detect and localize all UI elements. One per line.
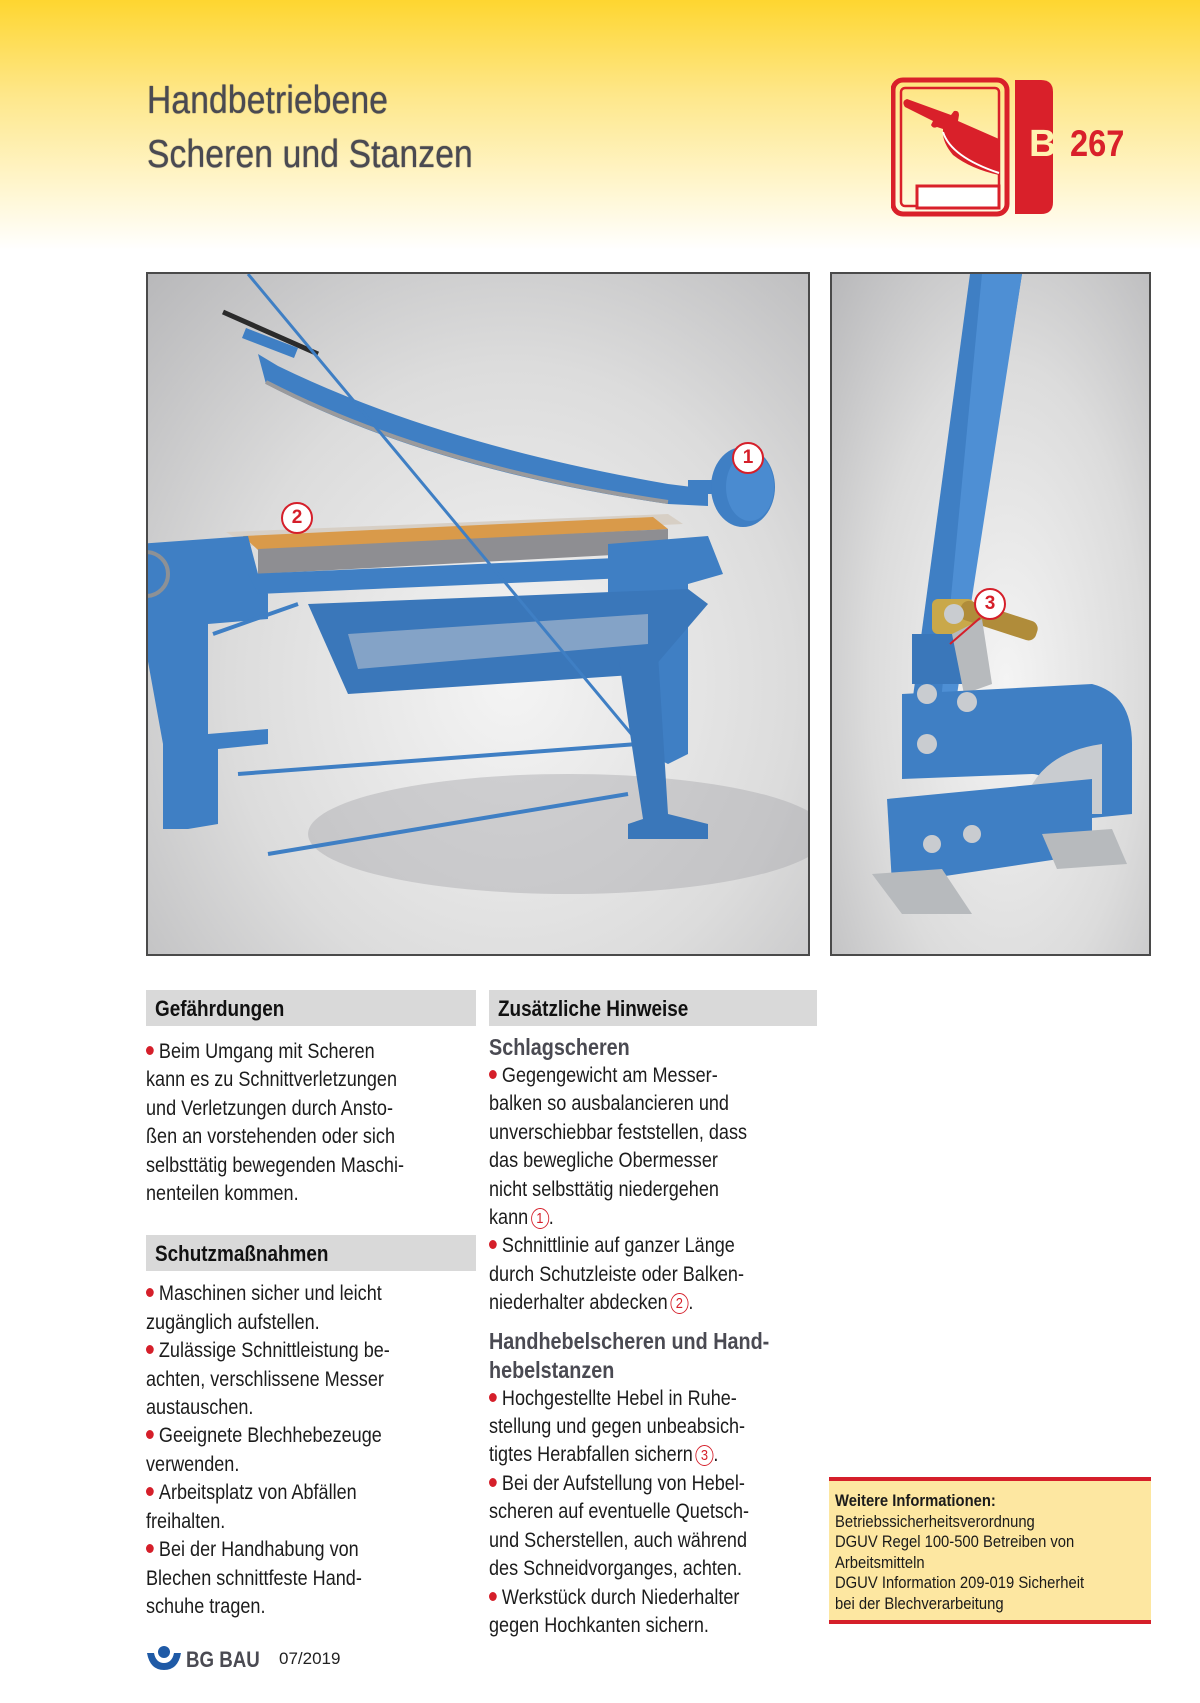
gefaehrdungen-list	[146, 1038, 470, 1208]
bullet-item: Maschinen sicher und leicht zugänglich aufstellen.	[146, 1282, 382, 1334]
info-reference: bei der Blechverarbeitung	[835, 1593, 1004, 1613]
bullet-icon	[146, 1487, 154, 1496]
bullet-item: Bei der Handhabung von Blechen schnittfeste Hand- schuhe tragen.	[146, 1538, 362, 1618]
column-middle	[489, 990, 811, 1640]
bullet-item: Schnittlinie auf ganzer Länge durch Schutzleiste oder Balken- niederhalter abdecken 2 .	[489, 1234, 744, 1315]
ref-callout-1: 1	[531, 1208, 549, 1229]
schutzmassnahmen-list	[146, 1280, 470, 1621]
bg-bau-logo-icon	[146, 1645, 182, 1671]
bullet-icon	[146, 1288, 154, 1297]
callout-1: 1	[732, 442, 764, 474]
section-heading-gefaehrdungen: Gefährdungen	[146, 990, 476, 1026]
ref-callout-2: 2	[670, 1293, 688, 1314]
subheading-schlagscheren: Schlagscheren	[489, 1034, 630, 1060]
bullet-item: Beim Umgang mit Scheren kann es zu Schnittverletzungen und Verletzungen durch Ansto- ßen an vorstehenden oder sich selbsttätig bewegenden Maschi- nenteilen kommen.	[146, 1040, 405, 1206]
title-line-2: Scheren und Stanzen	[147, 133, 473, 176]
footer-date: 07/2019	[279, 1649, 341, 1668]
info-reference: DGUV Regel 100-500 Betreiben von	[835, 1532, 1075, 1551]
info-reference: Arbeitsmitteln	[835, 1552, 925, 1572]
footer-brand: BG BAU	[186, 1647, 260, 1672]
page-title	[147, 74, 473, 182]
callout-2: 2	[281, 502, 313, 534]
badge-code: 267	[1070, 123, 1125, 164]
info-box-title: Weitere Informationen:	[835, 1491, 996, 1510]
column-left	[146, 990, 470, 1621]
bullet-icon	[489, 1592, 497, 1601]
bullet-icon	[489, 1478, 497, 1487]
bullet-icon	[489, 1070, 497, 1079]
bullet-icon	[489, 1393, 497, 1402]
bullet-item: Hochgestellte Hebel in Ruhe- stellung und gegen unbeabsich- tigtes Herabfallen sichern 3 .	[489, 1386, 746, 1467]
badge-letter: B	[1029, 123, 1057, 165]
ref-callout-3: 3	[695, 1445, 713, 1466]
callout-3: 3	[974, 588, 1006, 620]
bullet-icon	[146, 1544, 154, 1553]
bullet-item: Geeignete Blechhebezeuge verwenden.	[146, 1424, 382, 1476]
section-heading-hinweise: Zusätzliche Hinweise	[489, 990, 817, 1026]
handhebel-list	[489, 1385, 811, 1641]
figure-lever-guillotine-shear	[146, 272, 810, 956]
section-heading-schutzmassnahmen: Schutzmaßnahmen	[146, 1235, 476, 1271]
figure-hand-lever-shear	[830, 272, 1151, 956]
info-box-weitere-informationen	[829, 1477, 1151, 1624]
schlagscheren-list	[489, 1062, 811, 1318]
bullet-item: Werkstück durch Niederhalter gegen Hochkanten sichern.	[489, 1585, 740, 1637]
title-line-1: Handbetriebene	[147, 79, 389, 122]
bullet-icon	[146, 1046, 154, 1055]
info-reference: DGUV Information 209-019 Sicherheit	[835, 1573, 1085, 1592]
bullet-item: Arbeitsplatz von Abfällen freihalten.	[146, 1481, 357, 1533]
subheading-handhebel: Handhebelscheren und Hand- hebelstanzen	[489, 1327, 770, 1383]
bullet-icon	[146, 1345, 154, 1354]
guillotine-shear-illustration	[148, 274, 808, 954]
bullet-item: Zulässige Schnittleistung be- achten, verschlissene Messer austauschen.	[146, 1339, 390, 1420]
bullet-item: Gegengewicht am Messer- balken so ausbalancieren und unverschiebbar feststellen, dass das bewegliche Obermesser nicht selbsttätig niedergehen kann 1 .	[489, 1064, 747, 1230]
bullet-item: Bei der Aufstellung von Hebel- scheren auf eventuelle Quetsch- und Scherstellen, auch während des Schneidvorganges, achten.	[489, 1471, 750, 1581]
bullet-icon	[489, 1240, 497, 1249]
callout-3-leader	[832, 274, 1149, 954]
bullet-icon	[146, 1430, 154, 1439]
info-reference: Betriebssicherheitsverordnung	[835, 1511, 1035, 1531]
